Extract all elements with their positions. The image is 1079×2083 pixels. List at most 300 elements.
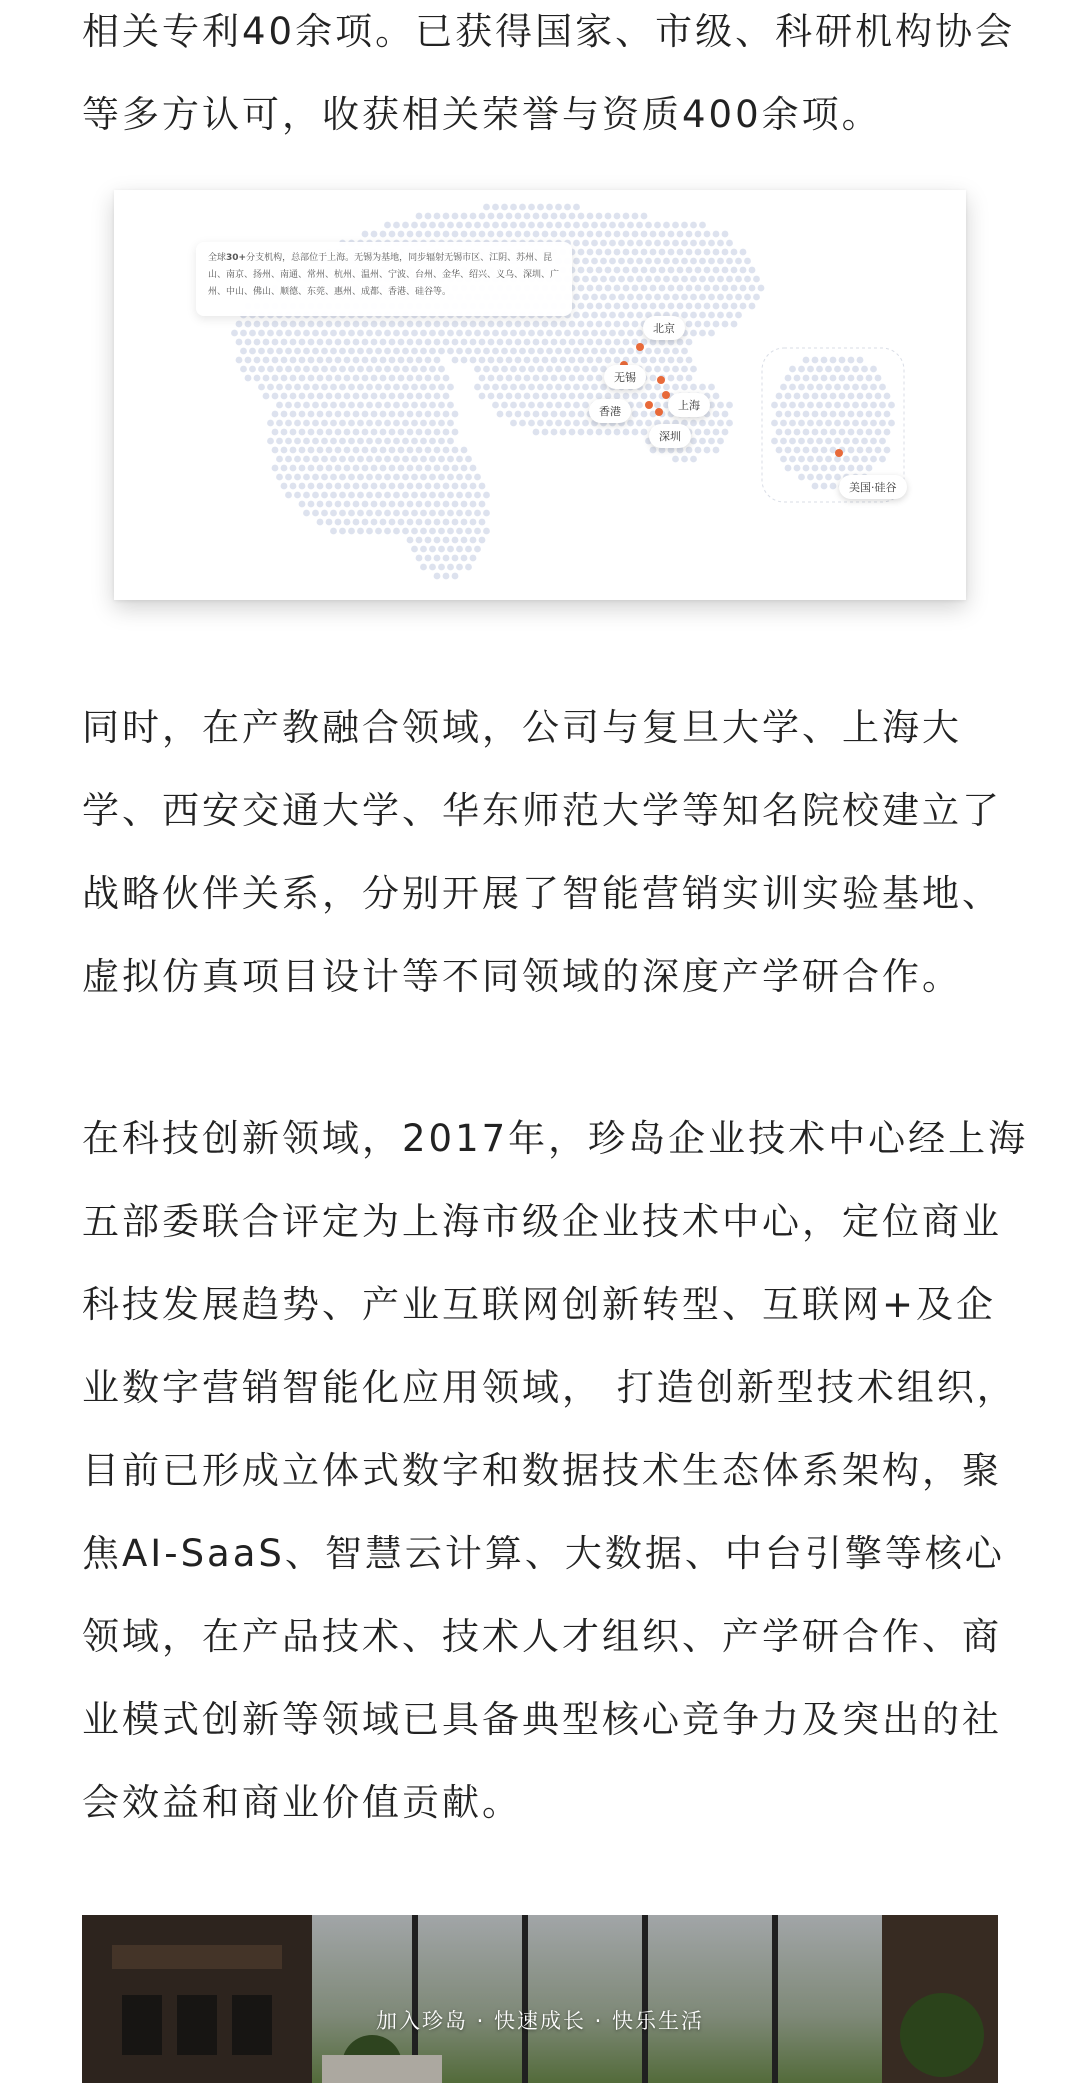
- map-dot: [515, 375, 522, 382]
- map-dot: [627, 276, 634, 283]
- map-dot: [339, 492, 346, 499]
- map-dot: [632, 429, 639, 436]
- map-dot: [339, 456, 346, 463]
- map-dot: [308, 411, 315, 418]
- map-dot: [798, 474, 805, 481]
- map-dot: [375, 402, 382, 409]
- map-dot: [843, 456, 850, 463]
- map-dot: [416, 429, 423, 436]
- map-dot: [825, 384, 832, 391]
- map-dot: [677, 267, 684, 274]
- map-dot: [573, 204, 580, 211]
- map-dot: [564, 384, 571, 391]
- map-dot: [344, 429, 351, 436]
- map-dot: [726, 240, 733, 247]
- map-dot: [497, 393, 504, 400]
- map-dot: [834, 366, 841, 373]
- map-dot: [281, 321, 288, 328]
- map-dot: [362, 375, 369, 382]
- map-dot: [668, 231, 675, 238]
- map-dot: [492, 222, 499, 229]
- map-dot: [425, 213, 432, 220]
- map-dot: [605, 267, 612, 274]
- map-dot: [771, 402, 778, 409]
- map-dot: [384, 420, 391, 427]
- map-dot: [722, 321, 729, 328]
- map-dot: [362, 321, 369, 328]
- map-dot: [371, 501, 378, 508]
- map-dot: [497, 321, 504, 328]
- map-dot: [407, 411, 414, 418]
- map-dot: [461, 465, 468, 472]
- map-dot: [470, 465, 477, 472]
- map-dot: [555, 366, 562, 373]
- map-dot: [695, 285, 702, 292]
- map-dot: [294, 420, 301, 427]
- map-dot: [663, 384, 670, 391]
- map-dot: [452, 537, 459, 544]
- map-dot: [515, 231, 522, 238]
- map-dot: [245, 357, 252, 364]
- map-dot: [443, 213, 450, 220]
- map-dot: [740, 303, 747, 310]
- map-dot: [416, 411, 423, 418]
- map-dot: [420, 528, 427, 535]
- map-dot: [402, 528, 409, 535]
- map-dot: [443, 429, 450, 436]
- map-dot: [438, 366, 445, 373]
- map-dot: [587, 303, 594, 310]
- map-dot: [551, 231, 558, 238]
- map-dot: [366, 510, 373, 517]
- map-dot: [461, 501, 468, 508]
- map-dot: [695, 267, 702, 274]
- map-dot: [384, 528, 391, 535]
- map-dot: [267, 420, 274, 427]
- map-dot: [803, 465, 810, 472]
- map-dot: [614, 339, 621, 346]
- map-dot: [515, 321, 522, 328]
- map-dot: [294, 384, 301, 391]
- map-dot: [438, 456, 445, 463]
- map-dot: [402, 402, 409, 409]
- map-dot: [596, 429, 603, 436]
- map-dot: [398, 519, 405, 526]
- map-dot: [794, 429, 801, 436]
- map-dot: [524, 357, 531, 364]
- map-dot: [402, 510, 409, 517]
- map-dot: [429, 330, 436, 337]
- map-dot: [699, 222, 706, 229]
- map-dot: [357, 402, 364, 409]
- map-dot: [294, 348, 301, 355]
- map-dot: [803, 393, 810, 400]
- text-line: 虚拟仿真项目设计等不同领域的深度产学研合作。: [82, 955, 962, 998]
- map-dot: [506, 231, 513, 238]
- map-dot: [857, 357, 864, 364]
- map-dot: [807, 420, 814, 427]
- map-dot: [380, 375, 387, 382]
- map-dot: [582, 312, 589, 319]
- map-dot: [267, 330, 274, 337]
- map-dot: [384, 366, 391, 373]
- map-dot: [294, 492, 301, 499]
- map-dot: [308, 501, 315, 508]
- map-dot: [681, 366, 688, 373]
- map-dot: [407, 393, 414, 400]
- map-dot: [560, 411, 567, 418]
- map-dot: [276, 384, 283, 391]
- map-dot: [560, 357, 567, 364]
- map-dot: [362, 465, 369, 472]
- map-dot: [312, 456, 319, 463]
- map-dot: [794, 393, 801, 400]
- map-dot: [677, 231, 684, 238]
- map-dot: [339, 438, 346, 445]
- map-dot: [650, 303, 657, 310]
- map-dot: [308, 339, 315, 346]
- map-dot: [542, 375, 549, 382]
- map-dot: [272, 393, 279, 400]
- map-dot: [366, 420, 373, 427]
- map-dot: [285, 474, 292, 481]
- map-dot: [582, 294, 589, 301]
- map-dot: [384, 384, 391, 391]
- map-dot: [362, 447, 369, 454]
- map-dot: [717, 240, 724, 247]
- map-dot: [429, 564, 436, 571]
- map-dot: [623, 303, 630, 310]
- map-dot: [461, 537, 468, 544]
- text-line: 业模式创新等领域已具备典型核心竞争力及突出的社: [82, 1698, 1002, 1741]
- map-dot: [578, 249, 585, 256]
- map-dot: [294, 474, 301, 481]
- map-dot: [677, 303, 684, 310]
- map-dot: [371, 231, 378, 238]
- map-dot: [659, 303, 666, 310]
- map-dot: [789, 402, 796, 409]
- map-dot: [825, 402, 832, 409]
- map-dot: [438, 384, 445, 391]
- map-dot: [686, 267, 693, 274]
- map-dot: [407, 231, 414, 238]
- map-dot: [605, 231, 612, 238]
- map-dot: [528, 222, 535, 229]
- map-dot: [398, 411, 405, 418]
- map-dot: [686, 249, 693, 256]
- map-dot: [312, 420, 319, 427]
- map-dot: [416, 519, 423, 526]
- map-dot: [366, 402, 373, 409]
- map-dot: [884, 447, 891, 454]
- map-dot: [713, 429, 720, 436]
- map-dot: [600, 348, 607, 355]
- map-dot: [650, 357, 657, 364]
- map-dot: [888, 402, 895, 409]
- map-dot: [506, 357, 513, 364]
- map-dot: [569, 339, 576, 346]
- map-dot: [663, 366, 670, 373]
- map-dot: [582, 222, 589, 229]
- map-dot: [429, 402, 436, 409]
- map-dot: [614, 213, 621, 220]
- map-dot: [672, 258, 679, 265]
- map-dot: [722, 429, 729, 436]
- map-dot: [524, 339, 531, 346]
- map-dot: [510, 384, 517, 391]
- map-dot: [578, 393, 585, 400]
- map-dot: [303, 474, 310, 481]
- map-dot: [636, 330, 643, 337]
- map-dot: [429, 456, 436, 463]
- map-dot: [447, 492, 454, 499]
- map-dot: [623, 339, 630, 346]
- map-dot: [699, 384, 706, 391]
- map-dot: [573, 258, 580, 265]
- map-dot: [843, 420, 850, 427]
- map-dot: [605, 285, 612, 292]
- map-dot: [564, 348, 571, 355]
- map-dot: [645, 294, 652, 301]
- map-dot: [605, 249, 612, 256]
- map-dot: [672, 276, 679, 283]
- map-dot: [479, 339, 486, 346]
- map-dot: [312, 402, 319, 409]
- map-dot: [389, 321, 396, 328]
- map-dot: [528, 204, 535, 211]
- map-dot: [659, 267, 666, 274]
- map-dot: [434, 573, 441, 580]
- map-dot: [798, 456, 805, 463]
- map-dot: [713, 249, 720, 256]
- map-dot: [690, 312, 697, 319]
- map-dot: [537, 348, 544, 355]
- map-dot: [636, 276, 643, 283]
- map-dot: [371, 483, 378, 490]
- map-dot: [708, 240, 715, 247]
- map-dot: [452, 447, 459, 454]
- map-dot: [555, 348, 562, 355]
- map-dot: [335, 429, 342, 436]
- map-dot: [690, 330, 697, 337]
- map-dot: [785, 447, 792, 454]
- map-dot: [492, 348, 499, 355]
- map-dot: [429, 438, 436, 445]
- map-dot: [321, 330, 328, 337]
- map-dot: [420, 330, 427, 337]
- map-dot: [285, 402, 292, 409]
- map-dot: [380, 231, 387, 238]
- map-dot: [461, 555, 468, 562]
- map-dot: [429, 348, 436, 355]
- map-dot: [632, 411, 639, 418]
- map-dot: [303, 438, 310, 445]
- map-dot: [249, 348, 256, 355]
- map-dot: [704, 231, 711, 238]
- map-dot: [303, 492, 310, 499]
- map-dot: [416, 339, 423, 346]
- map-dot: [371, 519, 378, 526]
- map-dot: [636, 312, 643, 319]
- map-dot: [303, 420, 310, 427]
- map-dot: [308, 465, 315, 472]
- map-dot: [407, 465, 414, 472]
- map-dot: [456, 546, 463, 553]
- map-dot: [402, 456, 409, 463]
- map-dot: [447, 420, 454, 427]
- map-dot: [452, 465, 459, 472]
- map-dot: [609, 222, 616, 229]
- map-dot: [726, 258, 733, 265]
- map-dot: [821, 375, 828, 382]
- text-line: 领域，在产品技术、技术人才组织、产学研合作、商: [82, 1615, 1002, 1658]
- map-dot: [362, 429, 369, 436]
- map-dot: [258, 348, 265, 355]
- map-dot: [632, 303, 639, 310]
- map-dot: [546, 420, 553, 427]
- map-dot: [348, 330, 355, 337]
- map-dot: [663, 258, 670, 265]
- map-dot: [389, 447, 396, 454]
- map-dot: [569, 429, 576, 436]
- map-dot: [533, 213, 540, 220]
- map-dot: [411, 222, 418, 229]
- map-dot: [582, 240, 589, 247]
- map-dot: [870, 402, 877, 409]
- map-dot: [623, 393, 630, 400]
- map-dot: [740, 285, 747, 292]
- map-dot: [393, 402, 400, 409]
- map-dot: [465, 456, 472, 463]
- map-dot: [654, 366, 661, 373]
- map-dot: [276, 348, 283, 355]
- map-dot: [501, 384, 508, 391]
- map-dot: [308, 429, 315, 436]
- map-dot: [438, 510, 445, 517]
- map-dot: [654, 222, 661, 229]
- map-dot: [753, 294, 760, 301]
- map-dot: [326, 519, 333, 526]
- map-dot: [650, 231, 657, 238]
- map-dot: [299, 339, 306, 346]
- map-dot: [519, 384, 526, 391]
- text-line: 焦AI-SaaS、智慧云计算、大数据、中台引擎等核心: [82, 1532, 1005, 1575]
- map-dot: [425, 447, 432, 454]
- map-dot: [398, 393, 405, 400]
- map-dot: [389, 411, 396, 418]
- marker-silicon-valley: [835, 449, 843, 457]
- map-dot: [326, 357, 333, 364]
- map-dot: [537, 366, 544, 373]
- map-dot: [443, 537, 450, 544]
- map-dot: [438, 546, 445, 553]
- map-dot: [780, 438, 787, 445]
- map-dot: [294, 438, 301, 445]
- map-dot: [605, 303, 612, 310]
- map-dot: [443, 231, 450, 238]
- map-dot: [560, 321, 567, 328]
- map-dot: [483, 366, 490, 373]
- map-dot: [695, 321, 702, 328]
- map-dot: [420, 510, 427, 517]
- map-dot: [290, 465, 297, 472]
- map-dot: [339, 330, 346, 337]
- map-dot: [641, 249, 648, 256]
- map-dot: [362, 519, 369, 526]
- map-dot: [650, 447, 657, 454]
- map-dot: [384, 348, 391, 355]
- map-dot: [344, 483, 351, 490]
- map-dot: [875, 429, 882, 436]
- map-dot: [335, 357, 342, 364]
- map-dot: [447, 222, 454, 229]
- map-dot: [443, 483, 450, 490]
- map-dot: [447, 384, 454, 391]
- map-dot: [573, 402, 580, 409]
- map-dot: [645, 240, 652, 247]
- map-dot: [317, 411, 324, 418]
- map-note-prefix: 全球: [208, 253, 227, 263]
- map-dot: [591, 366, 598, 373]
- map-dot: [650, 267, 657, 274]
- map-dot: [704, 249, 711, 256]
- map-dot: [479, 231, 486, 238]
- map-dot: [393, 348, 400, 355]
- map-dot: [857, 411, 864, 418]
- map-dot: [393, 330, 400, 337]
- map-dot: [537, 222, 544, 229]
- map-dot: [411, 510, 418, 517]
- map-dot: [267, 348, 274, 355]
- map-dot: [380, 447, 387, 454]
- map-dot: [528, 384, 535, 391]
- map-dot: [839, 465, 846, 472]
- map-dot: [731, 285, 738, 292]
- map-dot: [551, 321, 558, 328]
- map-dot: [537, 402, 544, 409]
- map-dot: [276, 366, 283, 373]
- map-dot: [402, 222, 409, 229]
- map-dot: [425, 555, 432, 562]
- map-dot: [389, 375, 396, 382]
- map-dot: [488, 321, 495, 328]
- map-dot: [497, 357, 504, 364]
- marker-hongkong: [645, 401, 653, 409]
- map-dot: [735, 294, 742, 301]
- map-dot: [578, 303, 585, 310]
- map-dot: [384, 474, 391, 481]
- map-dot: [461, 447, 468, 454]
- map-dot: [614, 321, 621, 328]
- map-dot: [258, 366, 265, 373]
- map-dot: [879, 384, 886, 391]
- map-dot: [434, 465, 441, 472]
- map-dot: [335, 393, 342, 400]
- map-dot: [708, 330, 715, 337]
- map-dot: [600, 312, 607, 319]
- map-dot: [699, 312, 706, 319]
- map-dot: [627, 240, 634, 247]
- map-dot: [461, 519, 468, 526]
- map-dot: [825, 420, 832, 427]
- map-dot: [618, 240, 625, 247]
- map-dot: [420, 222, 427, 229]
- map-dot: [587, 393, 594, 400]
- map-dot: [447, 456, 454, 463]
- map-dot: [344, 411, 351, 418]
- map-dot: [362, 339, 369, 346]
- map-dot: [335, 411, 342, 418]
